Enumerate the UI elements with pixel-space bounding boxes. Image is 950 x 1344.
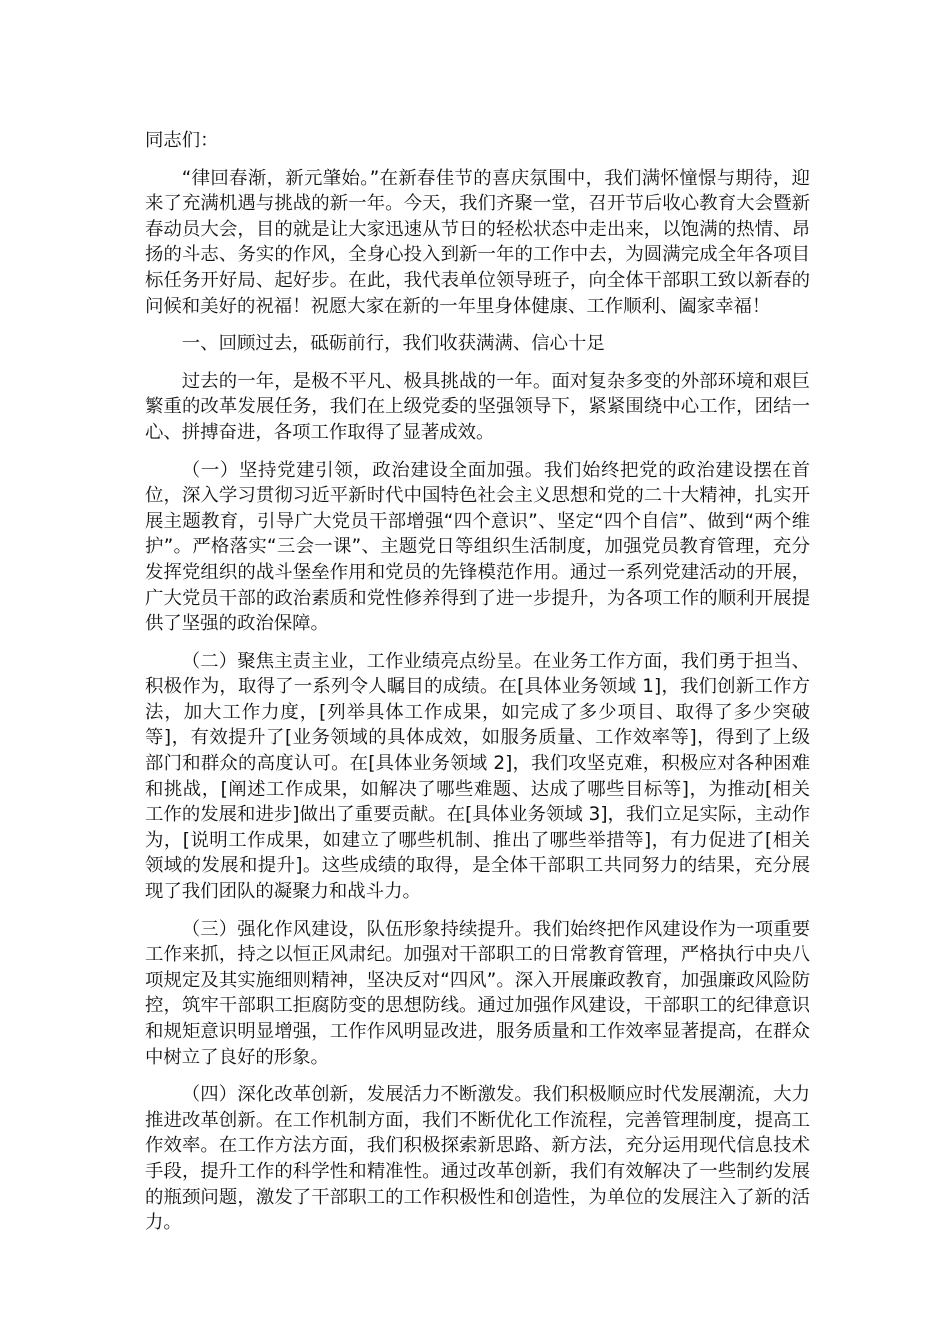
section-heading-review: 一、回顾过去，砥砺前行，我们收获满满、信心十足 <box>181 333 605 355</box>
party-building-paragraph: （一）坚持党建引领，政治建设全面加强。我们始终把党的政治建设摆在首位，深入学习贯彻习近平新时代中国特色社会主义思想和党的二十大精神，扎实开展主题教育，引导广大党员干部增强“四个意识”、坚定“四个自信”、做到“两个维护”。严格落实“三会一课”、主题党日等组织生活制度，加强党员教育管理，充分发挥党组织的战斗堡垒作用和党员的先锋模范作用。通过一系列党建活动的开展，广大党员干部的政治素质和党性修养得到了进一步提升，为各项工作的顺利开展提供了坚强的政治保障。 <box>145 459 810 635</box>
review-intro-paragraph: 过去的一年，是极不平凡、极具挑战的一年。面对复杂多变的外部环境和艰巨繁重的改革发展任务，我们在上级党委的坚强领导下，紧紧围绕中心工作，团结一心、拼搏奋进，各项工作取得了显著成效。 <box>145 370 810 443</box>
work-style-paragraph: （三）强化作风建设，队伍形象持续提升。我们始终把作风建设作为一项重要工作来抓，持之以恒正风肃纪。加强对干部职工的日常教育管理，严格执行中央八项规定及其实施细则精神，坚决反对“四风”。深入开展廉政教育，加强廉政风险防控，筑牢干部职工拒腐防变的思想防线。通过加强作风建设，干部职工的纪律意识和规矩意识明显增强，工作作风明显改进，服务质量和工作效率显著提高，在群众中树立了良好的形象。 <box>145 918 810 1068</box>
salutation: 同志们： <box>145 130 219 151</box>
document-body <box>145 128 810 1248</box>
business-work-paragraph: （二）聚焦主责主业，工作业绩亮点纷呈。在业务工作方面，我们勇于担当、积极作为，取得了一系列令人瞩目的成绩。在[具体业务领域 1]，我们创新工作方法，加大工作力度，[列举具体工作成果，如完成了多少项目、取得了多少突破等]，有效提升了[业务领域的具体成效，如服务质量、工作效率等]，得到了上级部门和群众的高度认可。在[具体业务领域 2]，我们攻坚克难，积极应对各种困难和挑战，[阐述工作成果，如解决了哪些难题、达成了哪些目标等]，为推动[相关工作的发展和进步]做出了重要贡献。在[具体业务领域 3]，我们立足实际，主动作为，[说明工作成果，如建立了哪些机制、推出了哪些举措等]，有力促进了[相关领域的发展和提升]。这些成绩的取得，是全体干部职工共同努力的结果，充分展现了我们团队的凝聚力和战斗力。 <box>145 650 810 903</box>
opening-paragraph: “律回春渐，新元肇始。”在新春佳节的喜庆氛围中，我们满怀憧憬与期待，迎来了充满机遇与挑战的新一年。今天，我们齐聚一堂，召开节后收心教育大会暨新春动员大会，目的就是让大家迅速从节日的轻松状态中走出来，以饱满的热情、昂扬的斗志、务实的作风，全身心投入到新一年的工作中去，为圆满完成全年各项目标任务开好局、起好步。在此，我代表单位领导班子，向全体干部职工致以新春的问候和美好的祝福！祝愿大家在新的一年里身体健康、工作顺利、阖家幸福！ <box>145 167 810 317</box>
reform-innovation-paragraph: （四）深化改革创新，发展活力不断激发。我们积极顺应时代发展潮流，大力推进改革创新。在工作机制方面，我们不断优化工作流程，完善管理制度，提高工作效率。在工作方法方面，我们积极探索新思路、新方法，充分运用现代信息技术手段，提升工作的科学性和精准性。通过改革创新，我们有效解决了一些制约发展的瓶颈问题，激发了干部职工的工作积极性和创造性，为单位的发展注入了新的活力。 <box>145 1084 810 1234</box>
